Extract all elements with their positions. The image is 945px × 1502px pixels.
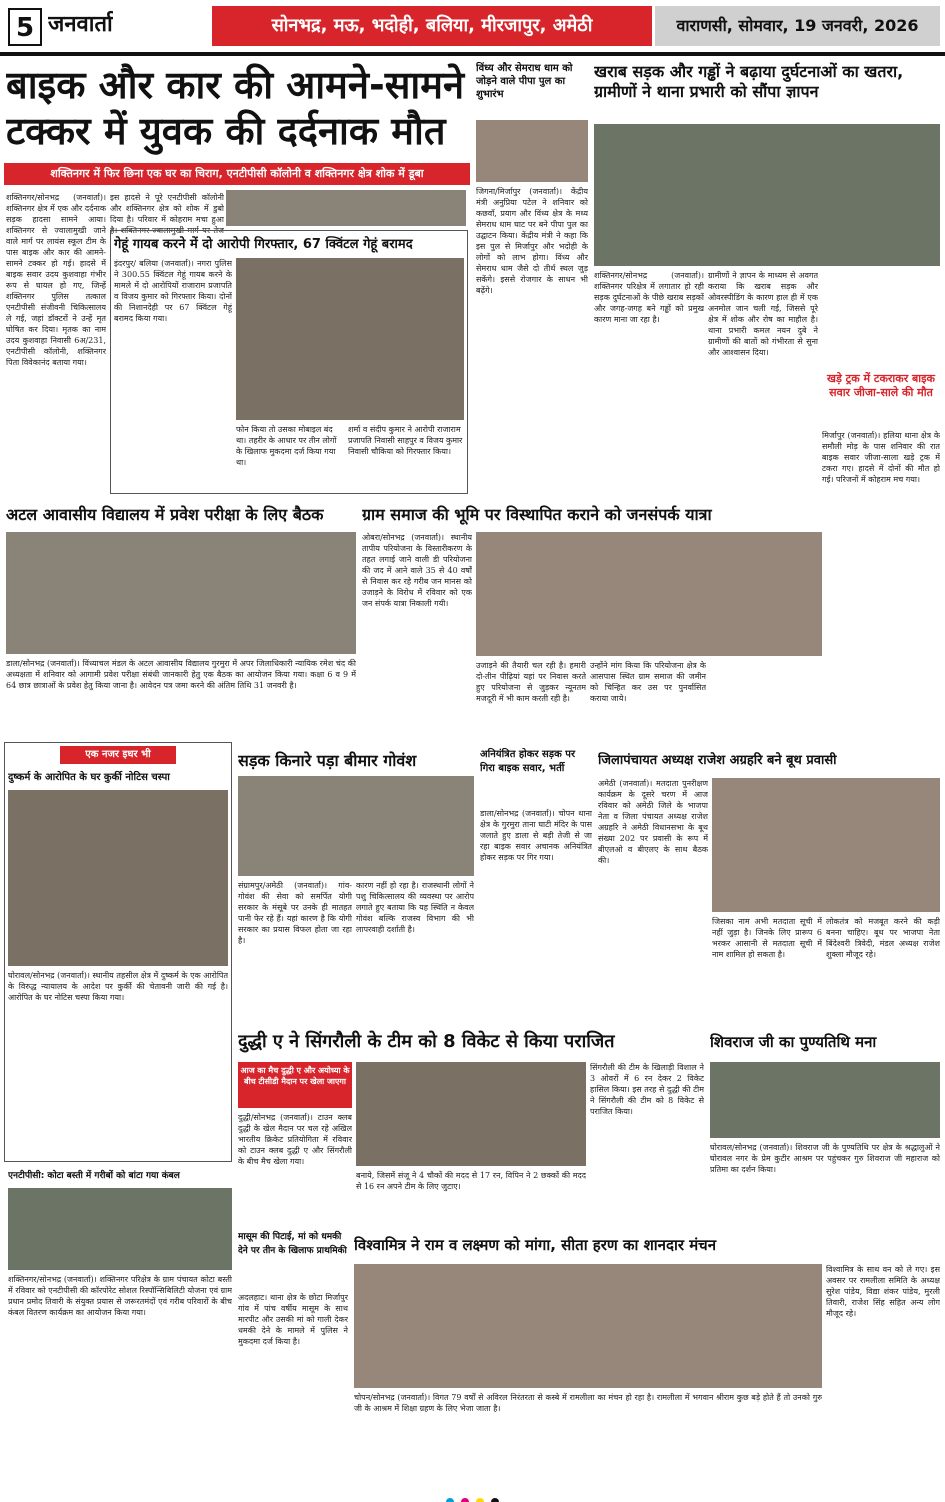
bridge-photo — [476, 120, 588, 182]
print-registration-strip — [0, 1488, 945, 1502]
booth-headline: जिलापंचायत अध्यक्ष राजेश अग्रहरि बने बूथ प्रवासी — [598, 753, 837, 768]
shivraj-body: घोरावल/सोनभद्र (जनवार्ता)। शिवराज जी के पुण्यतिथि पर क्षेत्र के श्रद्धालुओं ने घोरावल नगर के प्रेम कुटीर आश्रम पर पहुंचकर गुरु शिवराज जी महाराज को प्रतिमा का दर्शन किया। — [710, 1143, 940, 1174]
wheat-body: इंदरपुर/ बलिया (जनवार्ता)। नगरा पुलिस ने 300.55 क्विंटल गेहूं गायब करने के मामले में दो आरोपियों राजाराम प्रजापति व विजय कुमार को गिरफ्तार किया। दोनों की निशानदेही पर 67 क्विंटल गेहूं बरामद किया गया। — [114, 259, 232, 323]
cricket-body: दुद्धी/सोनभद्र (जनवार्ता)। टाउन क्लब दुद्धी के खेल मैदान पर चल रहे अखिल भारतीय क्रिकेट प्रतियोगिता में रविवार को टाउन क्लब दुद्धी ए और सिंगरौली के बीच मैच खेला गया। — [238, 1113, 352, 1166]
road-body: ग्रामीणों ने ज्ञापन के माध्यम से अवगत कराया कि खराब सड़क और ओवरस्पीडिंग के कारण हाल ही में एक अनमोल जान चली गई, जिससे पूरे क्षेत्र में शोक और रोष का माहौल है। थाना प्रभारी कमल नयन दुबे ने ग्रामीणों की बातों को गंभीरता से सुना और आश्वासन दिया। — [708, 271, 818, 357]
blanket-headline: एनटीपीसी: कोटा बस्ती में गरीबों को बांटा गया कंबल — [8, 1171, 180, 1181]
page-number: 5 — [8, 8, 42, 46]
dateline: वाराणसी, सोमवार, 19 जनवरी, 2026 — [655, 6, 940, 46]
cyan-mark — [446, 1498, 454, 1502]
biker-headline: अनियंत्रित होकर सड़क पर गिरा बाइक सवार, भर्ती — [480, 749, 576, 774]
wheat-headline: गेहूं गायब करने में दो आरोपी गिरफ्तार, 67 क्विंटल गेहूं बरामद — [114, 237, 413, 252]
bridge-headline: विंध्य और सेमराध धाम को जोड़ने वाले पीपा पुल का शुभारंभ — [476, 63, 573, 100]
magenta-mark — [461, 1498, 469, 1502]
atal-headline: अटल आवासीय विद्यालय में प्रवेश परीक्षा के लिए बैठक — [6, 505, 324, 524]
vishwamitra-headline: विश्वामित्र ने राम व लक्ष्मण को मांगा, सीता हरण का शानदार मंचन — [354, 1236, 717, 1254]
cow-photo — [238, 776, 474, 876]
notice-photo — [8, 790, 228, 966]
blanket-photo — [8, 1188, 232, 1270]
notice-label: एक नजर इधर भी — [60, 746, 176, 764]
masthead — [0, 0, 945, 56]
notice-headline: दुष्कर्म के आरोपित के घर कुर्की नोटिस चस्पा — [8, 772, 170, 783]
booth-body: अमेठी (जनवार्ता)। मतदाता पुनरीक्षण कार्यक्रम के दूसरे चरण में आज रविवार को अमेठी जिले के भाजपा नेता व जिला पंचायत अध्यक्ष राजेश अग्रहरि ने अमेठी विधानसभा के बूथ संख्या 202 पर प्रवासी के रूप में बीएलओ व बीएलए के साथ बैठक की। — [598, 779, 708, 865]
lead-headline: बाइक और कार की आमने-सामने टक्कर में युवक की दर्दनाक मौत — [6, 63, 465, 153]
child-body: अदलहाट। थाना क्षेत्र के छोटा मिर्जापुर गांव में पांच वर्षीय मासूम के साथ मारपीट और उसकी मां को गाली देकर धमकी देने के मामले में पुलिस ने मुकदमा दर्ज किया है। — [238, 1293, 348, 1346]
atal-photo — [6, 532, 356, 654]
bridge-body: जिगना/मिर्जापुर (जनवार्ता)। केंद्रीय मंत्री अनुप्रिया पटेल ने शनिवार को कछवाँ, प्रयाग और विंध्य क्षेत्र के मध्य सेमराध धाम घाट पर बने पीपा पुल का उद्घाटन किया। केंद्रीय मंत्री ने कहा कि इस पुल से मिर्जापुर और भदोही के लोगों को लाभ होगा। विंध्य और सेमराध धाम जैसे दो तीर्थ स्थल जुड़ सकेंगे। इससे रोजगार के साधन भी बढ़ेंगे। — [476, 187, 588, 295]
paper-name: जनवार्ता — [48, 12, 113, 37]
gram-headline: ग्राम समाज की भूमि पर विस्थापित कराने को जनसंपर्क यात्रा — [362, 505, 712, 524]
cricket-headline: दुद्धी ए ने सिंगरौली के टीम को 8 विकेट से किया पराजित — [238, 1031, 615, 1052]
lead-body-2: इस हादसे ने पूरे एनटीपीसी कॉलोनी और शक्तिनगर क्षेत्र को शोक में डुबो दिया है। परिवार में कोहराम मचा हुआ है। शक्तिनगर-ज्वालामुखी मार्ग पर तेज — [110, 193, 224, 235]
cricket-photo — [356, 1062, 586, 1166]
blanket-body: शक्तिनगर/सोनभद्र (जनवार्ता)। शक्तिनगर परिक्षेत्र के ग्राम पंचायत कोटा बस्ती में रविवार को एनटीपीसी की कॉरपोरेट सोशल रिस्पॉन्सिबिलिटी योजना एवं ग्राम प्रधान प्रमोद तिवारी के संयुक्त प्रयास से जरूरतमंदों एवं गरीब परिवारों के बीच कंबल वितरण कार्यक्रम का आयोजन किया गया। — [8, 1275, 232, 1317]
truck-body: मिर्जापुर (जनवार्ता)। हलिया थाना क्षेत्र के समौली मोड़ के पास शनिवार की रात बाइक सवार जीजा-साला खड़े ट्रक में टकरा गए। हादसे में दोनों की मौत हो गई। परिजनों में कोहराम मच गया। — [822, 431, 940, 484]
lead-subhead: शक्तिनगर में फिर छिना एक घर का चिराग, एनटीपीसी कॉलोनी व शक्तिनगर क्षेत्र शोक में डूबा — [4, 163, 470, 185]
regions-banner: सोनभद्र, मऊ, भदोही, बलिया, मीरजापुर, अमेठी — [212, 6, 652, 46]
lead-body: शक्तिनगर/सोनभद्र (जनवार्ता)। शक्तिनगर क्षेत्र में एक और दर्दनाक सड़क हादसा सामने आया। शक्तिनगर से ज्वालामुखी जाने वाले मार्ग पर लायंस स्कूल टीम के पास बाइक और कार की आमने-सामने टक्कर हो गई। हादसे में बाइक सवार उदय कुशवाहा गंभीर रूप से घायल हो गए, जिन्हें शक्तिनगर पुलिस तत्काल एनटीपीसी संजीवनी चिकित्सालय ले गई, जहां डॉक्टरों ने उन्हें मृत घोषित कर दिया। मृतक का नाम उदय कुशवाहा निवासी 6अ/231, एनटीपीसी कॉलोनी, शक्तिनगर पिता विवेकानंद बताया गया। — [6, 193, 106, 367]
black-mark — [491, 1498, 499, 1502]
booth-body-3: लोकतंत्र को मजबूत करने की कड़ी बनना चाहिए। बूथ पर भाजपा नेता बिंदेश्वरी त्रिवेदी, मंडल अध्यक्ष राजेश शुक्ला मौजूद रहे। — [826, 917, 940, 959]
yellow-mark — [476, 1498, 484, 1502]
cricket-boxhead: आज का मैच दुद्धी ए और अयोध्या के बीच टीसीडी मैदान पर खेला जाएगा — [238, 1062, 352, 1108]
cow-body: संग्रामपुर/अमेठी (जनवार्ता)। गांव- गोवंश की सेवा को समर्पित योगी सरकार के मंसूबे पर उनके ही मातहत पानी फेर रहे हैं। यहां कारण है कि योगी सरकार का प्रयास विफल होता जा रहा है। — [238, 881, 352, 945]
wheat-caption-1: फोन किया तो उसका मोबाइल बंद था। तहरीर के आधार पर तीन लोगों के खिलाफ मुकदमा दर्ज किया गया था। — [236, 425, 337, 467]
notice-body: घोरावल/सोनभद्र (जनवार्ता)। स्थानीय तहसील क्षेत्र में दुष्कर्म के एक आरोपित के विरुद्ध न्यायालय के आदेश पर कुर्की की चेतावनी जारी की गई है। आरोपित के घर नोटिस चस्पा किया गया। — [8, 971, 228, 1002]
vishwamitra-photo — [354, 1264, 822, 1388]
cow-headline: सड़क किनारे पड़ा बीमार गोवंश — [238, 751, 417, 770]
road-photo — [594, 124, 940, 266]
shivraj-headline: शिवराज जी का पुण्यतिथि मना — [710, 1033, 877, 1051]
lead-photo — [226, 190, 466, 226]
biker-body: डाला/सोनभद्र (जनवार्ता)। चोपन थाना क्षेत्र के गुरमुरा ताना घाटी मंदिर के पास जलाते हुए डाला से बड़ी तेजी से जा रहा बाइक सवार अचानक अनियंत्रित होकर सड़क पर गिर गया। — [480, 809, 592, 862]
vishwamitra-body: विश्वामित्र के साथ वन को ले गए। इस अवसर पर रामलीला समिति के अध्यक्ष सुरेश पांडेय, विद्या शंकर पांडेय, मुरली तिवारी, राजेश सिंह सहित अन्य लोग मौजूद रहे। — [826, 1265, 940, 1318]
cricket-body-3: सिंगरौली की टीम के खिलाड़ी विशाल ने 3 ओवरों में 6 रन देकर 2 विकेट हासिल किया। इस तरह से दुद्धी की टीम ने सिंगरौली की टीम को 8 विकेट से पराजित किया। — [590, 1063, 704, 1116]
wheat-caption-2: शर्मा व संदीप कुमार ने आरोपी राजाराम प्रजापति निवासी साहपुर व विजय कुमार निवासी चौकिया को गिरफ्तार किया। — [348, 425, 463, 456]
atal-body: डाला/सोनभद्र (जनवार्ता)। विंध्याचल मंडल के अटल आवासीय विद्यालय गुरमुरा में अपर जिलाधिकारी न्यायिक रमेश चंद की अध्यक्षता में शनिवार को आगामी प्रवेश परीक्षा संबंधी जानकारी हेतु एक बैठक का आयोजन किया गया। कक्षा 6 व 9 में 64 छात्र छात्राओं के प्रवेश हेतु किया जाना है। आवेदन पत्र जमा करने की अंतिम तिथि 31 जनवरी है। — [6, 659, 356, 690]
cricket-body-2: बनाये, जिसमें संजू ने 4 चौकों की मदद से 17 रन, विपिन ने 2 छक्कों की मदद से 16 रन अपने टीम के लिए जुटाए। — [356, 1171, 586, 1191]
masthead-rule — [0, 52, 945, 56]
wheat-photo — [236, 258, 464, 420]
shivraj-photo — [710, 1062, 940, 1138]
booth-body-2: जिसका नाम अभी मतदाता सूची में नहीं जुड़ा है। जिनके लिए प्रारूप 6 भरकर आसानी से मतदाता सूची में नाम शामिल हो सकता है। — [712, 917, 822, 959]
booth-photo — [712, 778, 940, 912]
cow-body-2: कारण नहीं हो रहा है। राजस्थानी लोगों ने पशु चिकित्सालय की व्यवस्था पर आरोप लगाते हुए बताया कि यह स्थिति न केवल गोवंश बल्कि राजस्व विभाग की भी लापरवाही दर्शाती है। — [356, 881, 474, 934]
road-caption: शक्तिनगर/सोनभद्र (जनवार्ता)। शक्तिनगर परिक्षेत्र में लगातार हो रही सड़क दुर्घटनाओं के पीछे खराब सड़कों और जगह-जगह बने गड्ढों को प्रमुख कारण माना जा रहा है। — [594, 271, 704, 324]
vishwamitra-caption: चोपन/सोनभद्र (जनवार्ता)। विगत 79 वर्षों से अविरल निरंतरता से कस्बे में रामलीला का मंचन हो रहा है। रामलीला में भगवान श्रीराम कुछ बड़े होते हैं तो उनको गुरु जी के आश्रम में शिक्षा ग्रहण के लिए भेजा जाता है। — [354, 1393, 822, 1413]
gram-photo — [476, 532, 822, 656]
gram-body-3: उन्होंने मांग किया कि परियोजना क्षेत्र के आसपास स्थित ग्राम समाज की जमीन को चिन्हित कर उस पर पुनर्वासित कराया जाये। — [590, 661, 706, 703]
gram-body: ओबरा/सोनभद्र (जनवार्ता)। स्थानीय तापीय परियोजना के विस्तारीकरण के तहत लगाई जाने वाली डी परियोजना की जद में आने वाले 35 से 40 वर्षों से निवास कर रहे गरीब जन मानस को उजाड़ने के विरोध में रविवार को एक जन संपर्क यात्रा निकाली गयी। — [362, 533, 472, 608]
child-headline: मासूम की पिटाई, मां को धमकी देने पर तीन के खिलाफ प्राथमिकी — [238, 1232, 347, 1256]
truck-headline: खड़े ट्रक में टकराकर बाइक सवार जीजा-साले की मौत — [826, 372, 936, 399]
road-headline: खराब सड़क और गड्ढों ने बढ़ाया दुर्घटनाओं का खतरा, ग्रामीणों ने थाना प्रभारी को सौंपा ज्ञापन — [594, 62, 904, 101]
gram-body-2: उजाड़ने की तैयारी चल रही है। हमारी दो-तीन पीढ़ियां यहां पर निवास करते हुए परियोजना से जुड़कर न्यूनतम मजदूरी में भी काम करती रही है। — [476, 661, 586, 703]
